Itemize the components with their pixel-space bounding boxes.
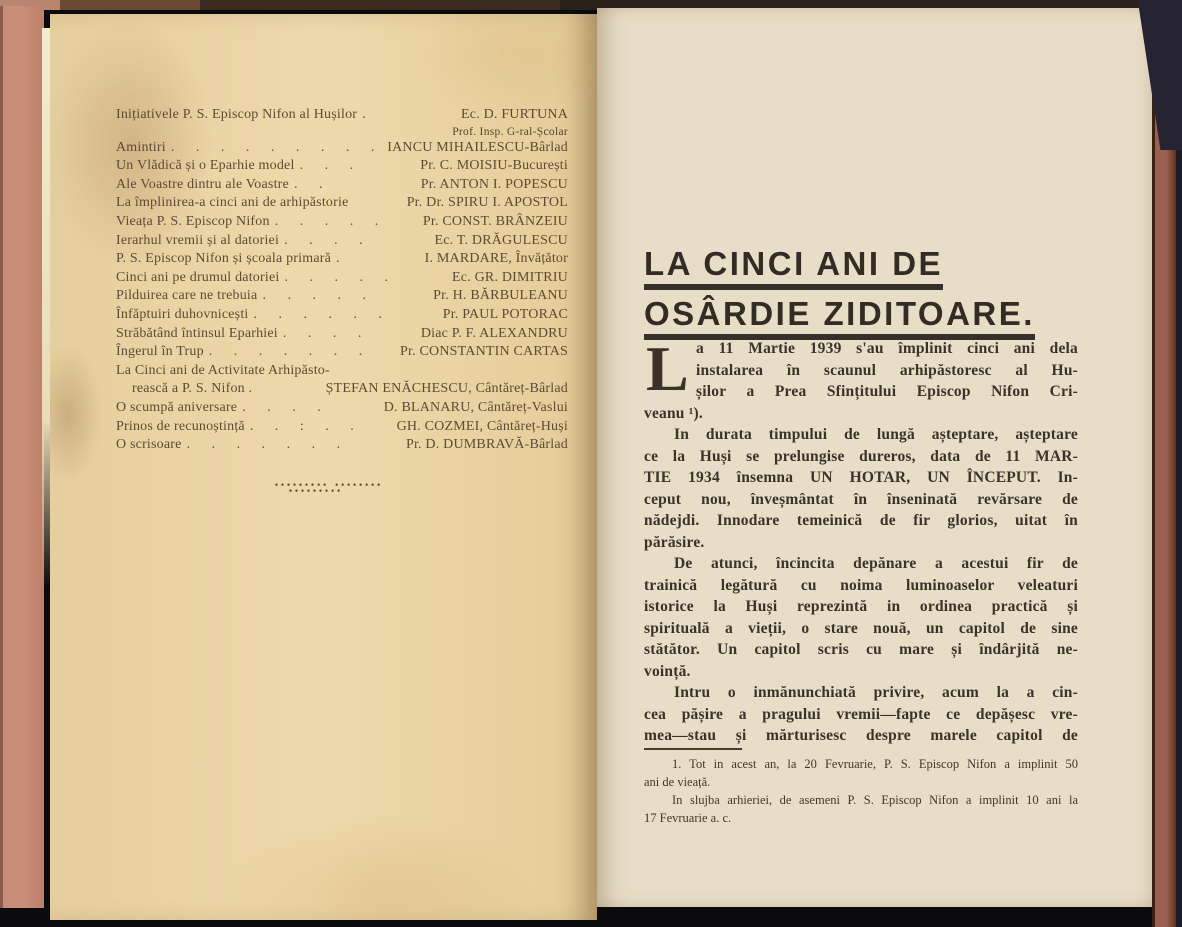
paragraph: [644, 755, 1078, 791]
toc-entry-author: ȘTEFAN ENĂCHESCU, Cântăreț-Bârlad: [325, 381, 568, 397]
toc-entry-title: Amintiri: [116, 139, 166, 155]
toc-entry-title: La împlinirea-a cinci ani de arhipăstorie: [116, 195, 349, 211]
text-line: instalarea în scaunul arhipăstoresc al Hu-: [696, 361, 1078, 379]
footnote: [644, 748, 1078, 827]
chapter-title-line-2: OSÂRDIE ZIDITOARE.: [644, 296, 1035, 340]
chapter-body: [644, 333, 1078, 747]
section-divider: [275, 482, 383, 494]
book-cover-edge: [0, 6, 44, 908]
toc-dot-leader: .: [362, 107, 375, 122]
divider-line-1: ▪▪▪▪▪▪▪▪▪ ▪▪▪▪▪▪▪▪: [275, 482, 384, 488]
left-page: [50, 14, 597, 920]
toc-entry-author: Pr. CONSTANTIN CARTAS: [400, 344, 568, 360]
toc-row: [116, 362, 568, 381]
divider-line-2: ▪▪▪▪▪▪▪▪▪: [289, 488, 344, 494]
toc-row: [116, 287, 568, 306]
text-line: De atunci, încincita depănare a acestui fir de: [674, 555, 1078, 572]
toc-entry-author: GH. COZMEI, Cântăreț-Huși: [396, 418, 568, 434]
toc-entry-author: Diac P. F. ALEXANDRU: [420, 325, 568, 341]
text-line: 17 Fevruarie a. c.: [644, 811, 732, 825]
toc-entry-title: Inițiativele P. S. Episcop Nifon al Hușilor: [116, 107, 358, 122]
toc-entry-author: Pr. ANTON I. POPESCU: [420, 176, 568, 192]
toc-dot-leader: . .: [293, 176, 332, 192]
toc-dot-leader: .: [336, 251, 349, 267]
paragraph: [644, 333, 1078, 424]
toc-row: [116, 232, 568, 251]
toc-dot-leader: . . . .: [242, 399, 330, 415]
text-line: 1. Tot in acest an, la 20 Fevruarie, P. S. Episcop Nifon a implinit 50: [672, 757, 1078, 771]
text-line: Intru o inmănunchiată privire, acum la a cin-: [674, 684, 1078, 701]
paragraph: [644, 424, 1078, 553]
toc-row: [116, 306, 568, 325]
chapter-title-line-1: LA CINCI ANI DE: [644, 246, 943, 290]
text-line: veanu ¹).: [644, 404, 703, 422]
toc-entry-author: D. BLANARU, Cântăreț-Vaslui: [383, 399, 568, 415]
toc-dot-leader: . . . . .: [284, 269, 397, 285]
text-line: trainică legătură cu noima luminoaselor veleaturi: [644, 576, 1078, 594]
text-line: In durata timpului de lungă așteptare, așteptare: [674, 426, 1078, 443]
text-line: șilor a Prea Sfințitului Episcop Nifon Cri-: [696, 383, 1078, 400]
toc-row: [116, 269, 568, 288]
toc-row: [116, 194, 568, 213]
toc-entry-title: Ierarhul vremii și al datoriei: [116, 232, 280, 248]
paragraph: [644, 553, 1078, 682]
text-line: nădejdi. Innodare temeinică de fir glorios, uitat în: [644, 512, 1078, 529]
text-line: ani de vieață.: [644, 775, 711, 789]
toc-row: [116, 106, 568, 125]
text-line: istorice la Huși reprezintă in ordinea practică și: [644, 598, 1078, 615]
text-line: ce la Huși se prelungise dureros, data de 11 MAR-: [644, 447, 1078, 465]
paragraph: [644, 791, 1078, 827]
text-line: voință.: [644, 662, 691, 680]
table-of-contents: [116, 106, 568, 455]
toc-entry-author: Pr. H. BĂRBULEANU: [433, 288, 568, 304]
toc-row: [116, 436, 568, 455]
text-line: TIE 1934 însemna UN HOTAR, UN ÎNCEPUT. In-: [644, 469, 1078, 486]
toc-row: [116, 176, 568, 195]
toc-entry-title: Un Vlădică și o Eparhie model: [116, 158, 295, 174]
toc-dot-leader: . . . .: [284, 232, 372, 248]
toc-entry-author: Pr. Dr. SPIRU I. APOSTOL: [406, 195, 568, 211]
toc-entry-author: I. MARDARE, Învățător: [424, 251, 568, 267]
toc-dot-leader: . . : . .: [249, 418, 363, 434]
toc-entry-author: Pr. PAUL POTORAC: [442, 306, 568, 322]
chapter-title: [644, 246, 1035, 346]
toc-dot-leader: . . . . .: [274, 213, 388, 229]
paragraph: [644, 682, 1078, 747]
toc-entry-title: Înfăptuiri duhovnicești: [116, 306, 249, 322]
toc-entry-author: Ec. T. DRĂGULESCU: [434, 232, 568, 248]
toc-dot-leader: . . . . .: [262, 288, 375, 304]
toc-row: [116, 213, 568, 232]
toc-entry-author: IANCU MIHAILESCU-Bârlad: [387, 139, 568, 155]
text-line: mea—stau și mărturisesc despre marele capitol de: [644, 727, 1078, 744]
toc-entry-title: La Cinci ani de Activitate Arhipăsto-: [116, 362, 330, 378]
toc-entry-author: Pr. C. MOISIU-București: [420, 158, 568, 174]
toc-row: [116, 343, 568, 362]
footnote-rule: [644, 748, 742, 750]
toc-row: [116, 157, 568, 176]
toc-entry-title: Prinos de recunoștință: [116, 418, 245, 434]
text-line: ceput nou, înveșmântat în înseninată revărsare de: [644, 490, 1078, 508]
toc-entry-author: Ec. GR. DIMITRIU: [452, 269, 568, 285]
toc-entry-author: Ec. D. FURTUNA: [461, 107, 568, 122]
toc-row: [116, 380, 568, 399]
toc-entry-title: Străbătând întinsul Eparhiei: [116, 325, 278, 341]
toc-dot-leader: . . . . . . .: [186, 437, 350, 453]
drop-cap: L: [646, 333, 689, 404]
text-line: stătător. Un capitol scris cu mare și îndârjită ne-: [644, 641, 1078, 658]
footnote-text: [644, 755, 1078, 827]
toc-entry-title: P. S. Episcop Nifon și școala primară: [116, 251, 332, 267]
toc-entry-author: Pr. D. DUMBRAVĂ-Bârlad: [405, 437, 568, 453]
text-line: spirituală a vieții, o stare nouă, un capitol de sine: [644, 619, 1078, 637]
text-line: cea pășire a pragului vremii—fapte ce depășesc vre-: [644, 705, 1078, 723]
toc-dot-leader: . . . . . . .: [208, 344, 372, 360]
toc-entry-title: Ale Voastre dintru ale Voastre: [116, 176, 289, 192]
toc-row: [116, 399, 568, 418]
toc-row: [116, 325, 568, 344]
toc-entry-title: Vieața P. S. Episcop Nifon: [116, 213, 270, 229]
toc-row: [116, 250, 568, 269]
toc-entry-title: Cinci ani pe drumul datoriei: [116, 269, 280, 285]
toc-entry-title: rească a P. S. Nifon .: [132, 381, 253, 397]
toc-dot-leader: . . . . . .: [253, 306, 392, 322]
toc-dot-leader: . . .: [299, 158, 363, 174]
toc-dot-leader: . . . . . . . . .: [170, 139, 384, 155]
toc-row: [116, 418, 568, 437]
toc-dot-leader: . . . .: [282, 325, 371, 341]
text-line: părăsire.: [644, 533, 705, 551]
right-page: [597, 8, 1154, 907]
toc-entry-title: O scumpă aniversare: [116, 399, 238, 415]
toc-author-role: Prof. Insp. G-ral-Școlar: [452, 125, 568, 138]
toc-entry-title: Pilduirea care ne trebuia: [116, 288, 258, 304]
text-line: In slujba arhieriei, de asemeni P. S. Episcop Nifon a implinit 10 ani la: [672, 793, 1078, 807]
text-line: a 11 Martie 1939 s'au împlinit cinci ani dela: [696, 340, 1078, 357]
toc-row: [116, 139, 568, 158]
toc-entry-title: O scrisoare: [116, 437, 182, 453]
toc-entry-author: Pr. CONST. BRÂNZEIU: [422, 213, 568, 229]
toc-entry-title: Îngerul în Trup: [116, 344, 204, 360]
